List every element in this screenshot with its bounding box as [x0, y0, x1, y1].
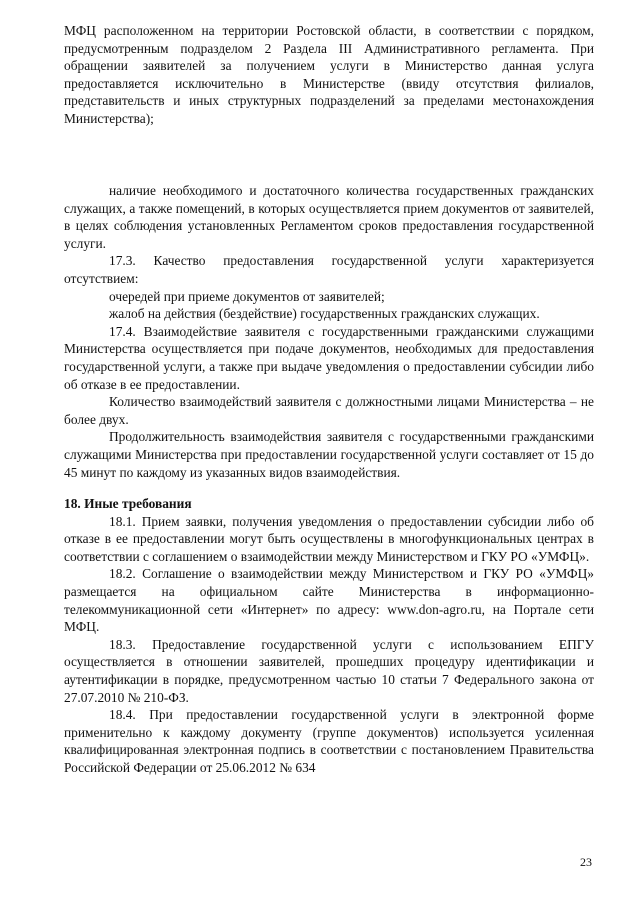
page-number: 23	[580, 855, 592, 869]
paragraph: жалоб на действия (бездействие) государственных гражданских служащих.	[109, 306, 540, 322]
paragraph: 17.4. Взаимодействие заявителя с государственными гражданскими служащими Министерства осуществляется при подаче документов, необходимых для предоставления государственной услуги, а также при выдаче уведомления о предоставлении субсидии либо об отказе в ее предоставлении.	[64, 323, 594, 392]
text-block-main	[64, 182, 594, 777]
paragraph: 17.3. Качество предоставления государственной услуги характеризуется отсутствием:	[64, 253, 594, 286]
text-block-top	[64, 22, 594, 128]
paragraph: МФЦ расположенном на территории Ростовской области, в соответствии с порядком, предусмотренным подразделом 2 Раздела III Административного регламента. При обращении заявителей за получением услуги в Министерство данная услуга предоставляется исключительно в Министерстве (ввиду отсутствия филиалов, представительств и иных структурных подразделений за пределами местонахождения Министерства);	[64, 23, 594, 126]
paragraph: очередей при приеме документов от заявителей;	[109, 288, 385, 304]
paragraph: наличие необходимого и достаточного количества государственных гражданских служащих, а также помещений, в которых осуществляется прием документов от заявителей, в целях соблюдения установленных Регламентом сроков предоставления государственной услуги.	[64, 183, 594, 251]
paragraph: Продолжительность взаимодействия заявителя с государственными гражданскими служащими Министерства при предоставлении государственной услуги составляет от 15 до 45 минут по каждому из указанных видов взаимодействия.	[64, 429, 594, 480]
paragraph: 18.1. Прием заявки, получения уведомления о предоставлении субсидии либо об отказе в ее предоставлении могут быть осуществлены в многофункциональных центрах в соответствии с соглашением о взаимодействии между Министерством и ГКУ РО «УМФЦ».	[64, 513, 594, 564]
section-heading: 18. Иные требования	[64, 496, 192, 512]
paragraph: 18.4. При предоставлении государственной услуги в электронной форме применительно к каждому документу (группе документов) используется усиленная квалифицированная электронная подпись в соответствии с постановлением Правительства Российской Федерации от 25.06.2012 № 634	[64, 707, 594, 775]
paragraph: Количество взаимодействий заявителя с должностными лицами Министерства – не более двух.	[64, 394, 594, 427]
paragraph: 18.3. Предоставление государственной услуги с использованием ЕПГУ осуществляется в отношении заявителей, прошедших процедуру идентификации и аутентификации в порядке, предусмотренном частью 10 статьи 7 Федерального закона от 27.07.2010 № 210-ФЗ.	[64, 636, 594, 705]
paragraph: 18.2. Соглашение о взаимодействии между Министерством и ГКУ РО «УМФЦ» размещается на официальном сайте Министерства в информационно-телекоммуникационной сети «Интернет» по адресу: www.don-agro.ru, на Портале сети МФЦ.	[64, 566, 594, 635]
